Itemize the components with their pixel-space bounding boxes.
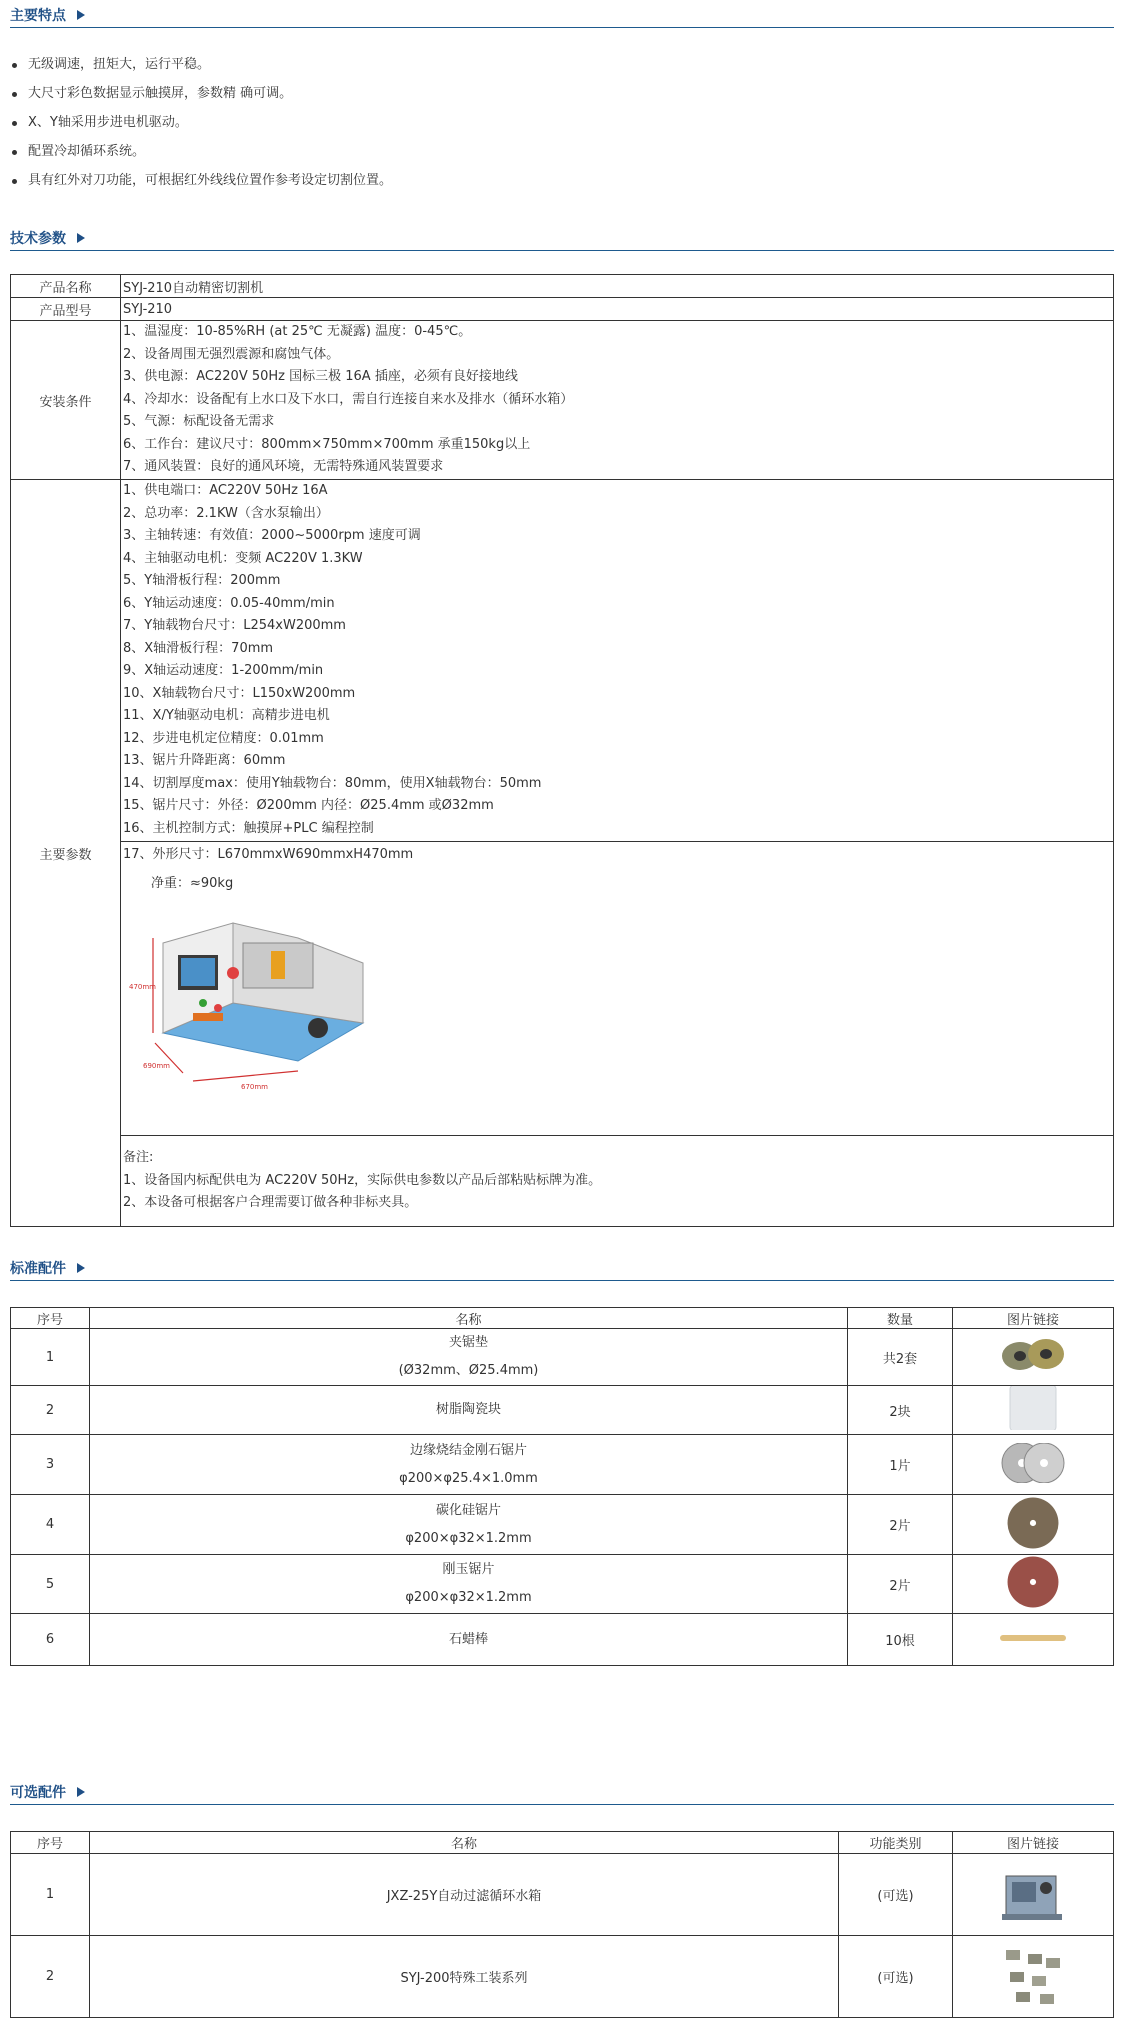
main-param-item: 13、锯片升降距离：60mm (123, 753, 286, 768)
opt-row-image-link[interactable] (953, 1936, 1114, 2018)
corundum-image (1006, 1555, 1060, 1609)
dim-height: 470mm (129, 983, 156, 991)
machine-image (123, 903, 383, 1093)
std-row-name-cell (90, 1614, 848, 1666)
note-line: 2、本设备可根据客户合理需要订做各种非标夹具。 (123, 1195, 418, 1211)
tech-title: 技术参数 (10, 231, 66, 247)
feature-text: 无级调速，扭矩大，运行平稳。 (28, 57, 211, 72)
std-row-qty: 2片 (848, 1555, 953, 1614)
spec-dimension-cell (121, 842, 1114, 1136)
main-param-item: 8、X轴滑板行程：70mm (123, 640, 274, 656)
main-param-item: 14、切割厚度max：使用Y轴载物台：80mm，使用X轴载物台：50mm (123, 775, 542, 791)
std-row-image-link[interactable] (953, 1555, 1114, 1614)
main-param-item: 11、X/Y轴驱动电机：高精步进电机 (123, 708, 330, 723)
bullet-icon (12, 179, 17, 184)
main-param-item: 2、总功率：2.1KW（含水泵输出） (123, 505, 329, 521)
std-row-number: 4 (11, 1495, 90, 1555)
main-param-item: 7、Y轴载物台尺寸：L254xW200mm (123, 618, 346, 633)
triangle-right-icon (77, 1787, 85, 1797)
spec-install-label: 安装条件 (11, 321, 121, 480)
spec-row-install (11, 321, 1114, 480)
std-row-name: 碳化硅锯片 (435, 1502, 501, 1518)
spec-main-list (121, 480, 1114, 842)
main-param-item: 12、步进电机定位精度：0.01mm (123, 730, 324, 746)
spec-install-list (121, 321, 1114, 480)
opt-title: 可选配件 (10, 1785, 66, 1801)
dim-depth: 690mm (143, 1062, 170, 1070)
feature-text: 配置冷却循环系统。 (28, 144, 146, 159)
weight-line: 净重：≈90kg (151, 875, 234, 891)
std-row-number: 3 (11, 1435, 90, 1495)
std-title: 标准配件 (10, 1261, 66, 1277)
std-header-cell: 名称 (90, 1308, 848, 1329)
opt-header-row (11, 1832, 1114, 1854)
dim-width: 670mm (241, 1083, 268, 1091)
section-title-tech (10, 226, 1114, 251)
tank-image (998, 1858, 1068, 1928)
opt-header-cell: 图片链接 (953, 1832, 1114, 1854)
main-param-item: 9、X轴运动速度：1-200mm/min (123, 663, 324, 678)
std-row-number: 2 (11, 1386, 90, 1435)
size-line: 17、外形尺寸：L670mmxW690mmxH470mm (123, 847, 414, 862)
spec-name-label: 产品名称 (11, 275, 121, 298)
main-param-item: 3、主轴转速：有效值：2000~5000rpm 速度可调 (123, 528, 421, 543)
std-header-cell: 数量 (848, 1308, 953, 1329)
std-row-qty: 2片 (848, 1495, 953, 1555)
spec-row-main (11, 480, 1114, 842)
main-param-item: 10、X轴载物台尺寸：L150xW200mm (123, 685, 356, 701)
std-row-spec: φ200×φ25.4×1.0mm (399, 1470, 538, 1486)
bullet-icon (12, 150, 17, 155)
opt-header-cell: 功能类别 (839, 1832, 953, 1854)
std-row-name-cell (90, 1555, 848, 1614)
std-header-cell: 序号 (11, 1308, 90, 1329)
std-row-name: 树脂陶瓷块 (435, 1402, 501, 1417)
std-row-name: 石蜡棒 (448, 1631, 488, 1647)
optional-accessories-table (10, 1831, 1114, 2018)
section-title-features (10, 3, 1114, 28)
clamp-image (998, 1335, 1068, 1375)
install-item: 3、供电源：AC220V 50Hz 国标三极 16A 插座，必须有良好接地线 (123, 369, 518, 384)
feature-item (10, 170, 1110, 199)
section-title-standard (10, 1256, 1114, 1281)
std-header-cell: 图片链接 (953, 1308, 1114, 1329)
opt-row-type: (可选) (839, 1854, 953, 1936)
main-param-item: 16、主机控制方式：触摸屏+PLC 编程控制 (123, 820, 374, 836)
opt-row-number: 2 (11, 1936, 90, 2018)
std-row-spec: φ200×φ32×1.2mm (405, 1530, 532, 1546)
feature-text: 大尺寸彩色数据显示触摸屏，参数精 确可调。 (28, 86, 293, 101)
features-list (10, 54, 1110, 199)
std-row-spec: φ200×φ32×1.2mm (405, 1590, 532, 1605)
opt-row-number: 1 (11, 1854, 90, 1936)
feature-text: X、Y轴采用步进电机驱动。 (28, 115, 188, 130)
feature-item (10, 54, 1110, 83)
block-image (998, 1386, 1068, 1430)
feature-item (10, 141, 1110, 170)
opt-row (11, 1854, 1114, 1936)
std-row-name: 刚玉锯片 (442, 1562, 495, 1577)
opt-row-name: SYJ-200特殊工装系列 (90, 1936, 839, 2018)
feature-item (10, 83, 1110, 112)
std-row-spec: (Ø32mm、Ø25.4mm) (398, 1363, 539, 1378)
spec-row-name (11, 275, 1114, 298)
std-row-name-cell (90, 1386, 848, 1435)
std-row (11, 1555, 1114, 1614)
section-title-optional (10, 1780, 1114, 1805)
opt-row-type: (可选) (839, 1936, 953, 2018)
std-row-name: 夹锯垫 (448, 1335, 488, 1350)
main-param-item: 6、Y轴运动速度：0.05-40mm/min (123, 595, 335, 611)
std-row-qty: 1片 (848, 1435, 953, 1495)
spec-table (10, 274, 1114, 1227)
std-row-qty: 共2套 (848, 1329, 953, 1386)
std-row-image-link[interactable] (953, 1329, 1114, 1386)
spec-row-model (11, 298, 1114, 321)
wax-image (998, 1628, 1068, 1648)
opt-header-cell: 序号 (11, 1832, 90, 1854)
spec-main-label: 主要参数 (11, 480, 121, 1227)
triangle-right-icon (77, 1263, 85, 1273)
std-row-image-link[interactable] (953, 1495, 1114, 1555)
sic-image (1006, 1496, 1060, 1550)
std-row-name-cell (90, 1435, 848, 1495)
triangle-right-icon (77, 233, 85, 243)
install-item: 2、设备周围无强烈震源和腐蚀气体。 (123, 346, 340, 362)
install-item: 6、工作台：建议尺寸：800mm×750mm×700mm 承重150kg以上 (123, 436, 531, 452)
std-row (11, 1435, 1114, 1495)
diamond-image (998, 1443, 1068, 1483)
std-row-image-link[interactable] (953, 1386, 1114, 1435)
main-param-item: 1、供电端口：AC220V 50Hz 16A (123, 483, 328, 498)
install-item: 4、冷却水：设备配有上水口及下水口，需自行连接自来水及排水（循环水箱） (123, 391, 574, 407)
main-param-item: 15、锯片尺寸：外径：Ø200mm 内径：Ø25.4mm 或Ø32mm (123, 798, 494, 813)
bullet-icon (12, 121, 17, 126)
std-row-image-link[interactable] (953, 1435, 1114, 1495)
opt-row-name: JXZ-25Y自动过滤循环水箱 (90, 1854, 839, 1936)
spec-row-dimensions (11, 842, 1114, 1136)
bullet-icon (12, 92, 17, 97)
spec-model-label: 产品型号 (11, 298, 121, 321)
bullet-icon (12, 63, 17, 68)
std-row-number: 1 (11, 1329, 90, 1386)
main-param-item: 4、主轴驱动电机：变频 AC220V 1.3KW (123, 550, 363, 566)
triangle-right-icon (77, 10, 85, 20)
install-item: 7、通风装置：良好的通风环境，无需特殊通风装置要求 (123, 459, 444, 474)
std-row (11, 1329, 1114, 1386)
features-title: 主要特点 (10, 8, 66, 24)
std-row-number: 6 (11, 1614, 90, 1666)
main-param-item: 5、Y轴滑板行程：200mm (123, 573, 281, 588)
std-row-name-cell (90, 1329, 848, 1386)
std-row-name: 边缘烧结金刚石锯片 (409, 1442, 527, 1458)
opt-header-cell: 名称 (90, 1832, 839, 1854)
std-header-row (11, 1308, 1114, 1329)
install-item: 1、温湿度：10-85%RH (at 25℃ 无凝露) 温度：0-45℃。 (123, 324, 472, 339)
feature-item (10, 112, 1110, 141)
feature-text: 具有红外对刀功能，可根据红外线线位置作参考设定切割位置。 (28, 173, 393, 188)
std-row-qty: 10根 (848, 1614, 953, 1666)
spec-notes (121, 1136, 1114, 1227)
std-row-number: 5 (11, 1555, 90, 1614)
opt-row-image-link[interactable] (953, 1854, 1114, 1936)
note-line: 备注: (123, 1150, 154, 1166)
std-row (11, 1386, 1114, 1435)
fixtures-image (998, 1940, 1068, 2010)
opt-row (11, 1936, 1114, 2018)
std-row (11, 1614, 1114, 1666)
std-row-name-cell (90, 1495, 848, 1555)
std-row (11, 1495, 1114, 1555)
std-row-image-link[interactable] (953, 1614, 1114, 1666)
spec-model-value: SYJ-210 (121, 298, 1114, 321)
install-item: 5、气源：标配设备无需求 (123, 414, 275, 429)
note-line: 1、设备国内标配供电为 AC220V 50Hz，实际供电参数以产品后部粘贴标牌为准。 (123, 1172, 602, 1188)
std-row-qty: 2块 (848, 1386, 953, 1435)
spec-name-value: SYJ-210自动精密切割机 (121, 275, 1114, 298)
spec-row-notes (11, 1136, 1114, 1227)
standard-accessories-table (10, 1307, 1114, 1666)
